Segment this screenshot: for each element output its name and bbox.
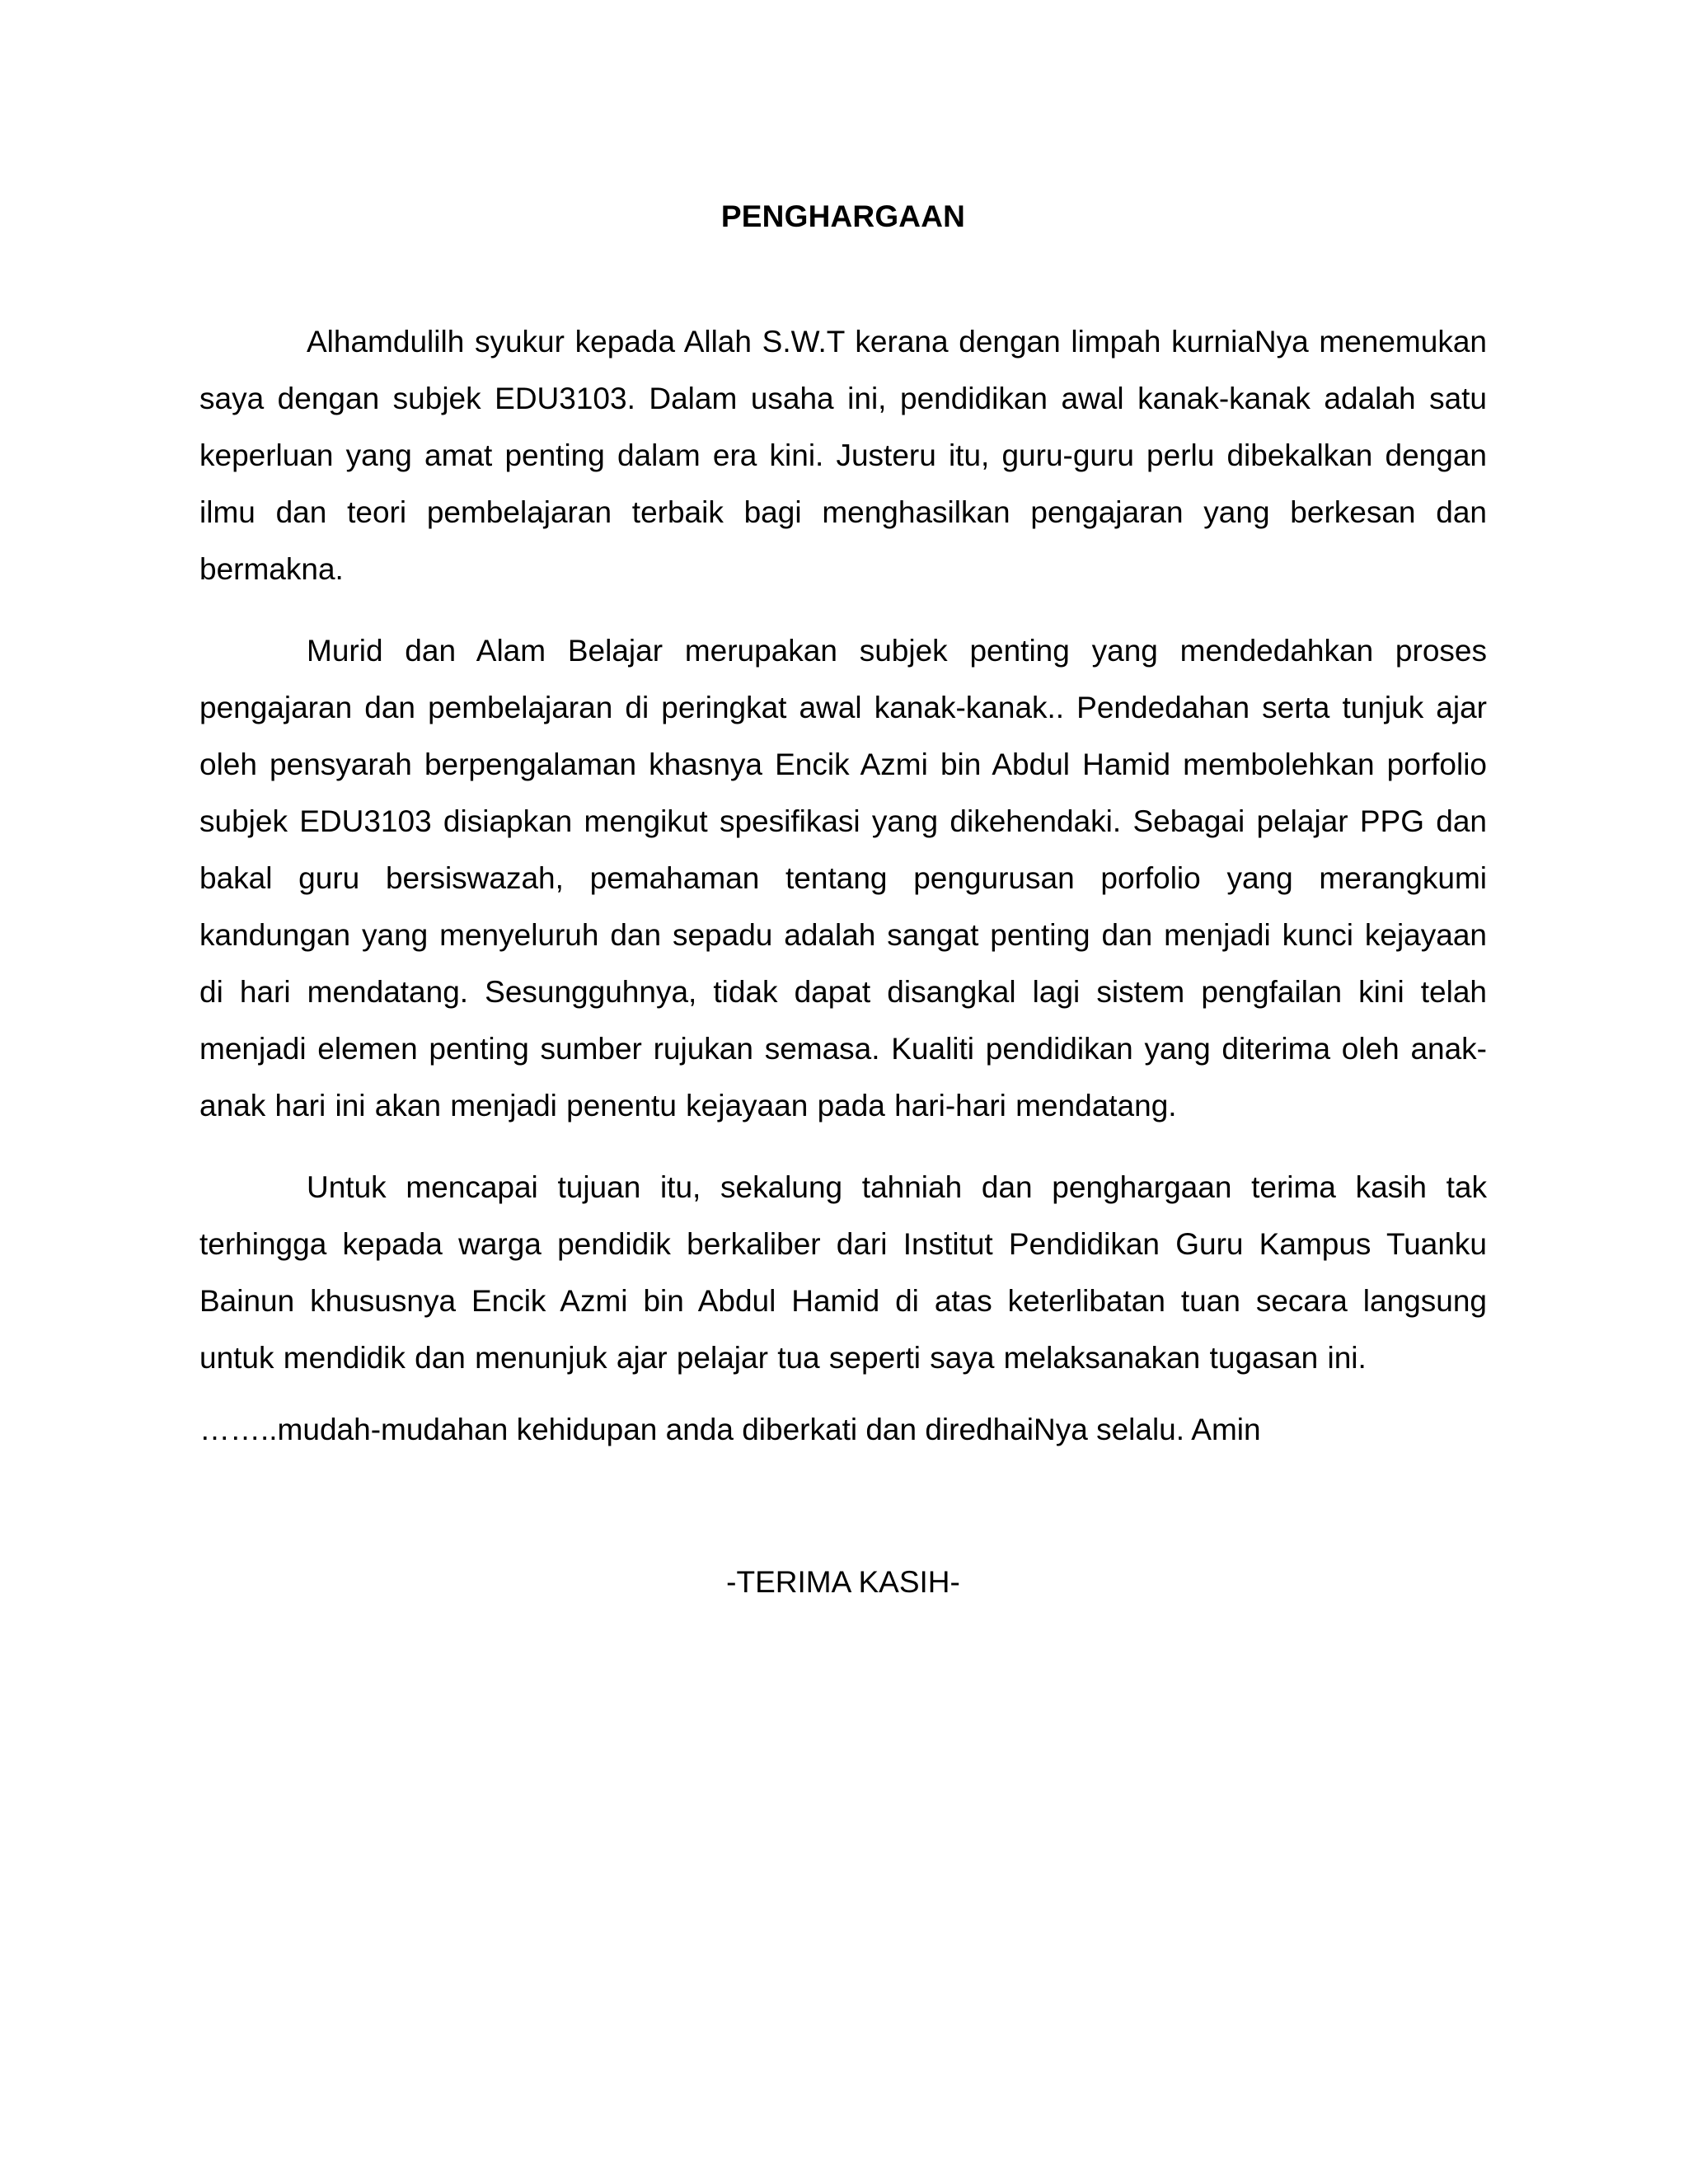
paragraph-subject-description: Murid dan Alam Belajar merupakan subjek penting yang mendedahkan proses pengajaran dan pembelajaran di peringkat awal kanak-kanak.. Pendedahan serta tunjuk ajar oleh pensyarah berpengalaman khasnya Encik Azmi bin Abdul Hamid membolehkan porfolio subjek EDU3103 disiapkan mengikut spesifikasi yang dikehendaki. Sebagai pelajar PPG dan bakal guru bersiswazah, pemahaman tentang pengurusan porfolio yang merangkumi kandungan yang menyeluruh dan sepadu adalah sangat penting dan menjadi kunci kejayaan di hari mendatang. Sesungguhnya, tidak dapat disangkal lagi sistem pengfailan kini telah menjadi elemen penting sumber rujukan semasa. Kualiti pendidikan yang diterima oleh anak-anak hari ini akan menjadi penentu kejayaan pada hari-hari mendatang. xyxy=(199,634,1487,1122)
closing-prayer-line: ……..mudah-mudahan kehidupan anda diberkati dan diredhaiNya selalu. Amin xyxy=(199,1413,1261,1446)
paragraph-thanks-to-educators: Untuk mencapai tujuan itu, sekalung tahniah dan penghargaan terima kasih tak terhingga kepada warga pendidik berkaliber dari Institut Pendidikan Guru Kampus Tuanku Bainun khususnya Encik Azmi bin Abdul Hamid di atas keterlibatan tuan secara langsung untuk mendidik dan menunjuk ajar pelajar tua seperti saya melaksanakan tugasan ini. xyxy=(199,1170,1487,1375)
document-content xyxy=(199,196,1487,1610)
signoff-thank-you: -TERIMA KASIH- xyxy=(726,1565,960,1599)
paragraph-acknowledgement-intro: Alhamdulilh syukur kepada Allah S.W.T kerana dengan limpah kurniaNya menemukan saya dengan subjek EDU3103. Dalam usaha ini, pendidikan awal kanak-kanak adalah satu keperluan yang amat penting dalam era kini. Justeru itu, guru-guru perlu dibekalkan dengan ilmu dan teori pembelajaran terbaik bagi menghasilkan pengajaran yang berkesan dan bermakna. xyxy=(199,325,1487,586)
page-title: PENGHARGAAN xyxy=(720,199,966,233)
